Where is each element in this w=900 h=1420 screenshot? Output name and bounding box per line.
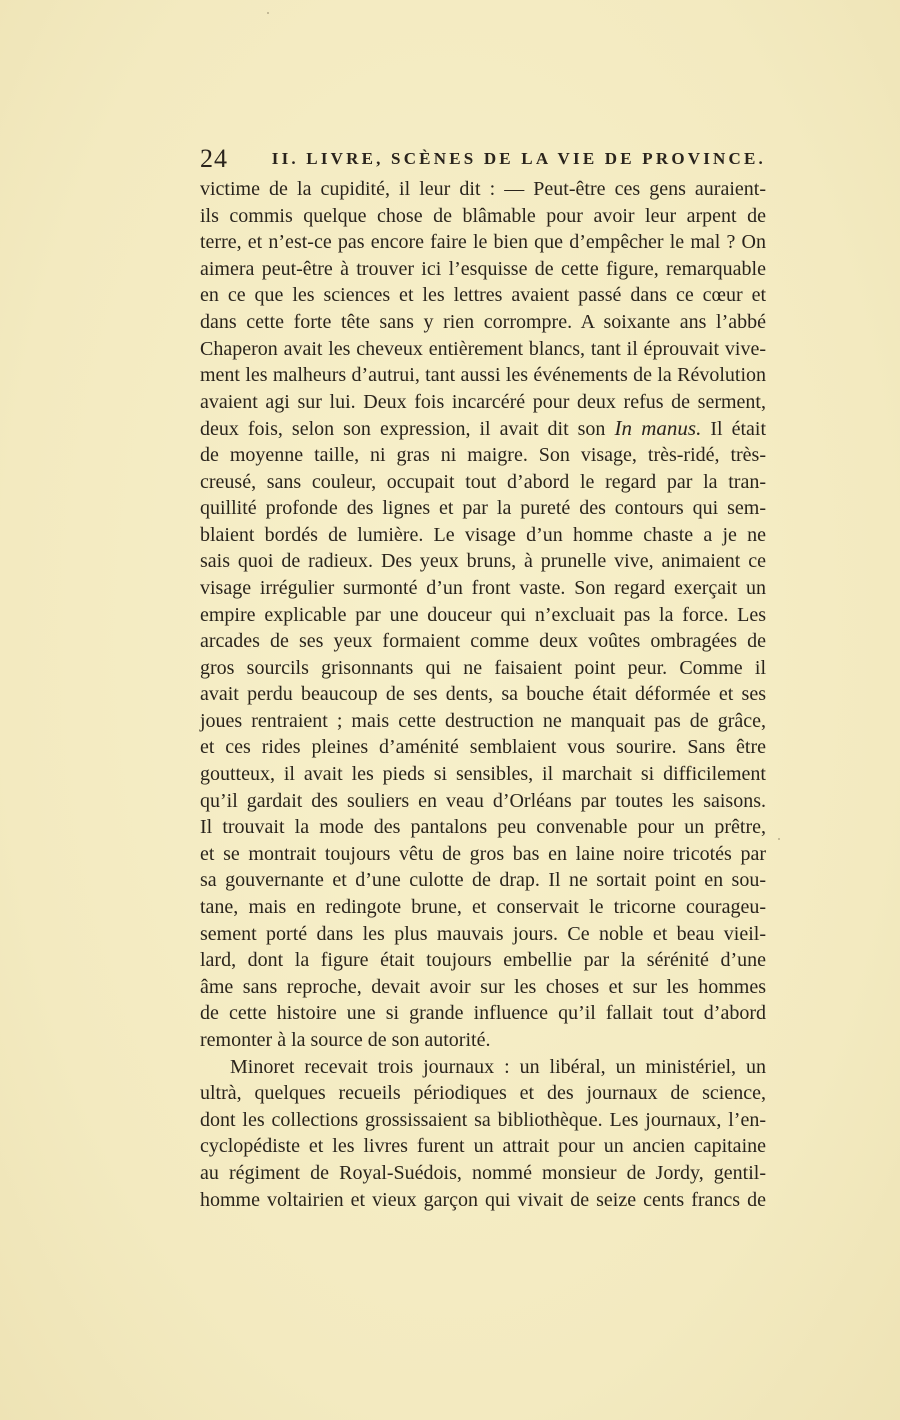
text-line-with-italic — [200, 415, 766, 442]
paragraph-last-line: remonter à la source de son autorité. — [200, 1029, 491, 1051]
text-line: de moyenne taille, ni gras ni maigre. Son visage, très-ridé, très- — [200, 443, 766, 466]
paragraph-first-line: Minoret recevait trois journaux : un libéral, un ministériel, un — [230, 1055, 766, 1078]
paper-speck — [778, 838, 780, 840]
text-line: arcades de ses yeux formaient comme deux voûtes ombragées de — [200, 630, 766, 653]
paper-speck — [267, 12, 269, 14]
text-line: et se montrait toujours vêtu de gros bas en laine noire tricotés par — [200, 842, 766, 865]
text-line: Chaperon avait les cheveux entièrement blancs, tant il éprouvait vive- — [200, 337, 766, 360]
text-line: et ces rides pleines d’aménité semblaient vous sourire. Sans être — [200, 736, 766, 759]
text-line: sement porté dans les plus mauvais jours. Ce noble et beau vieil- — [200, 922, 766, 945]
text-line: empire explicable par une douceur qui n’excluait pas la force. Les — [200, 603, 766, 626]
text-line: de cette histoire une si grande influence qu’il fallait tout d’abord — [200, 1002, 766, 1025]
text-line: en ce que les sciences et les lettres avaient passé dans ce cœur et — [200, 284, 766, 307]
page-number: 24 — [200, 144, 228, 173]
text-line: cyclopédiste et les livres furent un attrait pour un ancien capitaine — [200, 1135, 766, 1158]
text-line: âme sans reproche, devait avoir sur les choses et sur les hommes — [200, 975, 766, 998]
text-fragment: deux fois, selon son expression, il avait dit son — [200, 418, 615, 441]
text-line: aimera peut-être à trouver ici l’esquisse de cette figure, remarquable — [200, 257, 766, 280]
text-line: victime de la cupidité, il leur dit : — Peut-être ces gens auraient- — [200, 178, 766, 200]
text-line: tane, mais en redingote brune, et conservait le tricorne courageu- — [200, 896, 766, 919]
text-line: Il trouvait la mode des pantalons peu convenable pour un prêtre, — [200, 816, 766, 839]
text-line: goutteux, il avait les pieds si sensibles, il marchait si difficilement — [200, 763, 766, 786]
text-line: joues rentraient ; mais cette destruction ne manquait pas de grâce, — [200, 709, 766, 732]
text-line: au régiment de Royal-Suédois, nommé monsieur de Jordy, gentil- — [200, 1161, 766, 1184]
text-line: sais quoi de radieux. Des yeux bruns, à prunelle vive, animaient ce — [200, 550, 766, 573]
text-line: gros sourcils grisonnants qui ne faisaient point peur. Comme il — [200, 656, 766, 679]
italic-phrase: In manus. — [614, 416, 702, 441]
text-line: lard, dont la figure était toujours embellie par la sérénité d’une — [200, 949, 766, 972]
text-line: qu’il gardait des souliers en veau d’Orléans par toutes les saisons. — [200, 789, 766, 812]
text-line: terre, et n’est-ce pas encore faire le bien que d’empêcher le mal ? On — [200, 231, 766, 254]
text-line: ils commis quelque chose de blâmable pour avoir leur arpent de — [200, 204, 766, 227]
text-line: homme voltairien et vieux garçon qui vivait de seize cents francs de — [200, 1188, 766, 1211]
text-line: blaient bordés de lumière. Le visage d’un homme chaste a je ne — [200, 523, 766, 546]
text-line: quillité profonde des lignes et par la pureté des contours qui sem- — [200, 497, 766, 520]
text-line: avait perdu beaucoup de ses dents, sa bouche était déformée et ses — [200, 683, 766, 706]
text-line: creusé, sans couleur, occupait tout d’abord le regard par la tran- — [200, 470, 766, 493]
running-head — [200, 144, 766, 174]
body-text — [200, 176, 766, 1213]
text-line: dans cette forte tête sans y rien corrompre. A soixante ans l’abbé — [200, 310, 766, 333]
text-line: avaient agi sur lui. Deux fois incarcéré pour deux refus de serment, — [200, 390, 766, 413]
text-line: visage irrégulier surmonté d’un front vaste. Son regard exerçait un — [200, 576, 766, 599]
text-fragment: Il était — [701, 418, 767, 441]
text-line: dont les collections grossissaient sa bibliothèque. Les journaux, l’en- — [200, 1108, 766, 1131]
text-line: ment les malheurs d’autrui, tant aussi les événements de la Révolution — [200, 364, 766, 387]
text-line: sa gouvernante et d’une culotte de drap. Il ne sortait point en sou- — [200, 869, 766, 892]
text-line: ultrà, quelques recueils périodiques et des journaux de science, — [200, 1082, 766, 1105]
running-head-title: II. LIVRE, SCÈNES DE LA VIE DE PROVINCE. — [271, 149, 766, 168]
